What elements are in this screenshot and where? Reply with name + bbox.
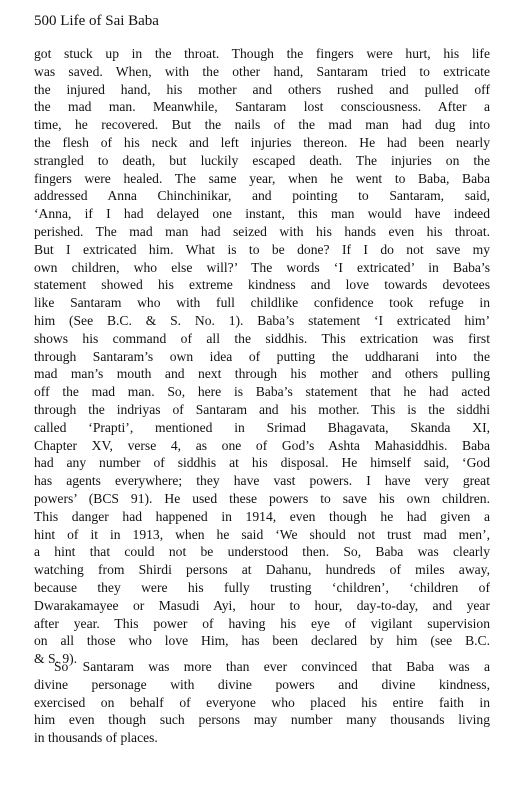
paragraph-2: [34, 658, 490, 747]
text-line: the injured hand, his mother and others rushed and pulled off: [34, 81, 490, 97]
paragraph-1: [34, 45, 490, 668]
text-line: watching from Shirdi persons at Dahanu, hundreds of miles away,: [34, 562, 490, 578]
running-head: 500 Life of Sai Baba: [34, 13, 159, 29]
text-line: on all those who love Him, has been declared by him (see B.C.: [34, 633, 490, 649]
text-line: had any number of siddhis at his disposal. He himself said, ‘God: [34, 455, 490, 471]
text-line: mad man’s mouth and next through his mother and others pulling: [34, 366, 490, 382]
text-line: has agents everywhere; they have vast powers. I have very great: [34, 473, 490, 489]
text-line: fingers were healed. The same year, when he went to Baba, Baba: [34, 170, 490, 186]
text-line: divine personage with divine powers and divine kindness,: [34, 676, 490, 692]
text-line: through Santaram’s own idea of putting the uddharani into the: [34, 348, 490, 364]
text-line: through the indriyas of Santaram and his mother. This is the siddhi: [34, 401, 490, 417]
text-line: powers’ (BCS 91). He used these powers to save his own children.: [34, 490, 490, 506]
text-line: in thousands of places.: [34, 730, 158, 746]
text-line: own children, who else will?’ The words ‘I extricated’ in Baba’s: [34, 259, 490, 275]
text-line: Dwarakamayee or Masudi Ayi, hour to hour, day-to-day, and year: [34, 597, 490, 613]
text-line: This danger had happened in 1914, even though he had given a: [34, 508, 490, 524]
text-line: statement showed his extreme kindness and love towards devotees: [34, 277, 490, 293]
text-line: addressed Anna Chinchinikar, and pointing to Santaram, said,: [34, 188, 490, 204]
text-line: shows his command of all the siddhis. This extrication was first: [34, 330, 490, 346]
text-line: like Santaram who with full childlike confidence took refuge in: [34, 295, 490, 311]
text-line: after year. This power of having his eye of vigilant supervision: [34, 615, 490, 631]
text-line: exercised on behalf of everyone who placed his entire faith in: [34, 694, 490, 710]
text-line: because they were his fully trusting ‘children’, ‘children of: [34, 579, 490, 595]
text-line: So Santaram was more than ever convinced that Baba was a: [54, 659, 490, 674]
text-line: him (See B.C. & S. No. 1). Baba’s statement ‘I extricated him’: [34, 312, 490, 328]
text-line: perished. The mad man had seized with his hands even his throat.: [34, 223, 490, 239]
text-line: the flesh of his neck and left injuries thereon. He had been nearly: [34, 134, 490, 150]
text-line: ‘Anna, if I had delayed one instant, this man would have indeed: [34, 206, 490, 222]
text-line: him even though such persons may number many thousands living: [34, 712, 490, 728]
text-line: a hint that could not be understood then. So, Baba was clearly: [34, 544, 490, 560]
text-line: time, he recovered. But the nails of the mad man had dug into: [34, 117, 490, 133]
text-line: But I extricated him. What is to be done? If I do not save my: [34, 241, 490, 257]
text-line: called ‘Prapti’, mentioned in Srimad Bhagavata, Skanda XI,: [34, 419, 490, 435]
text-line: was saved. When, with the other hand, Santaram tried to extricate: [34, 63, 490, 79]
text-line: strangled to death, but luckily escaped death. The injuries on the: [34, 152, 490, 168]
text-line: got stuck up in the throat. Though the fingers were hurt, his life: [34, 46, 490, 61]
text-line: off the mad man. So, here is Baba’s statement that he had acted: [34, 384, 490, 400]
text-line: hint of it in 1913, when he said ‘We should not trust mad men’,: [34, 526, 490, 542]
text-line: & S. 9).: [34, 651, 78, 667]
text-line: Chapter XV, verse 4, as one of God’s Ashta Mahasiddhis. Baba: [34, 437, 490, 453]
text-line: the mad man. Meanwhile, Santaram lost consciousness. After a: [34, 99, 490, 115]
